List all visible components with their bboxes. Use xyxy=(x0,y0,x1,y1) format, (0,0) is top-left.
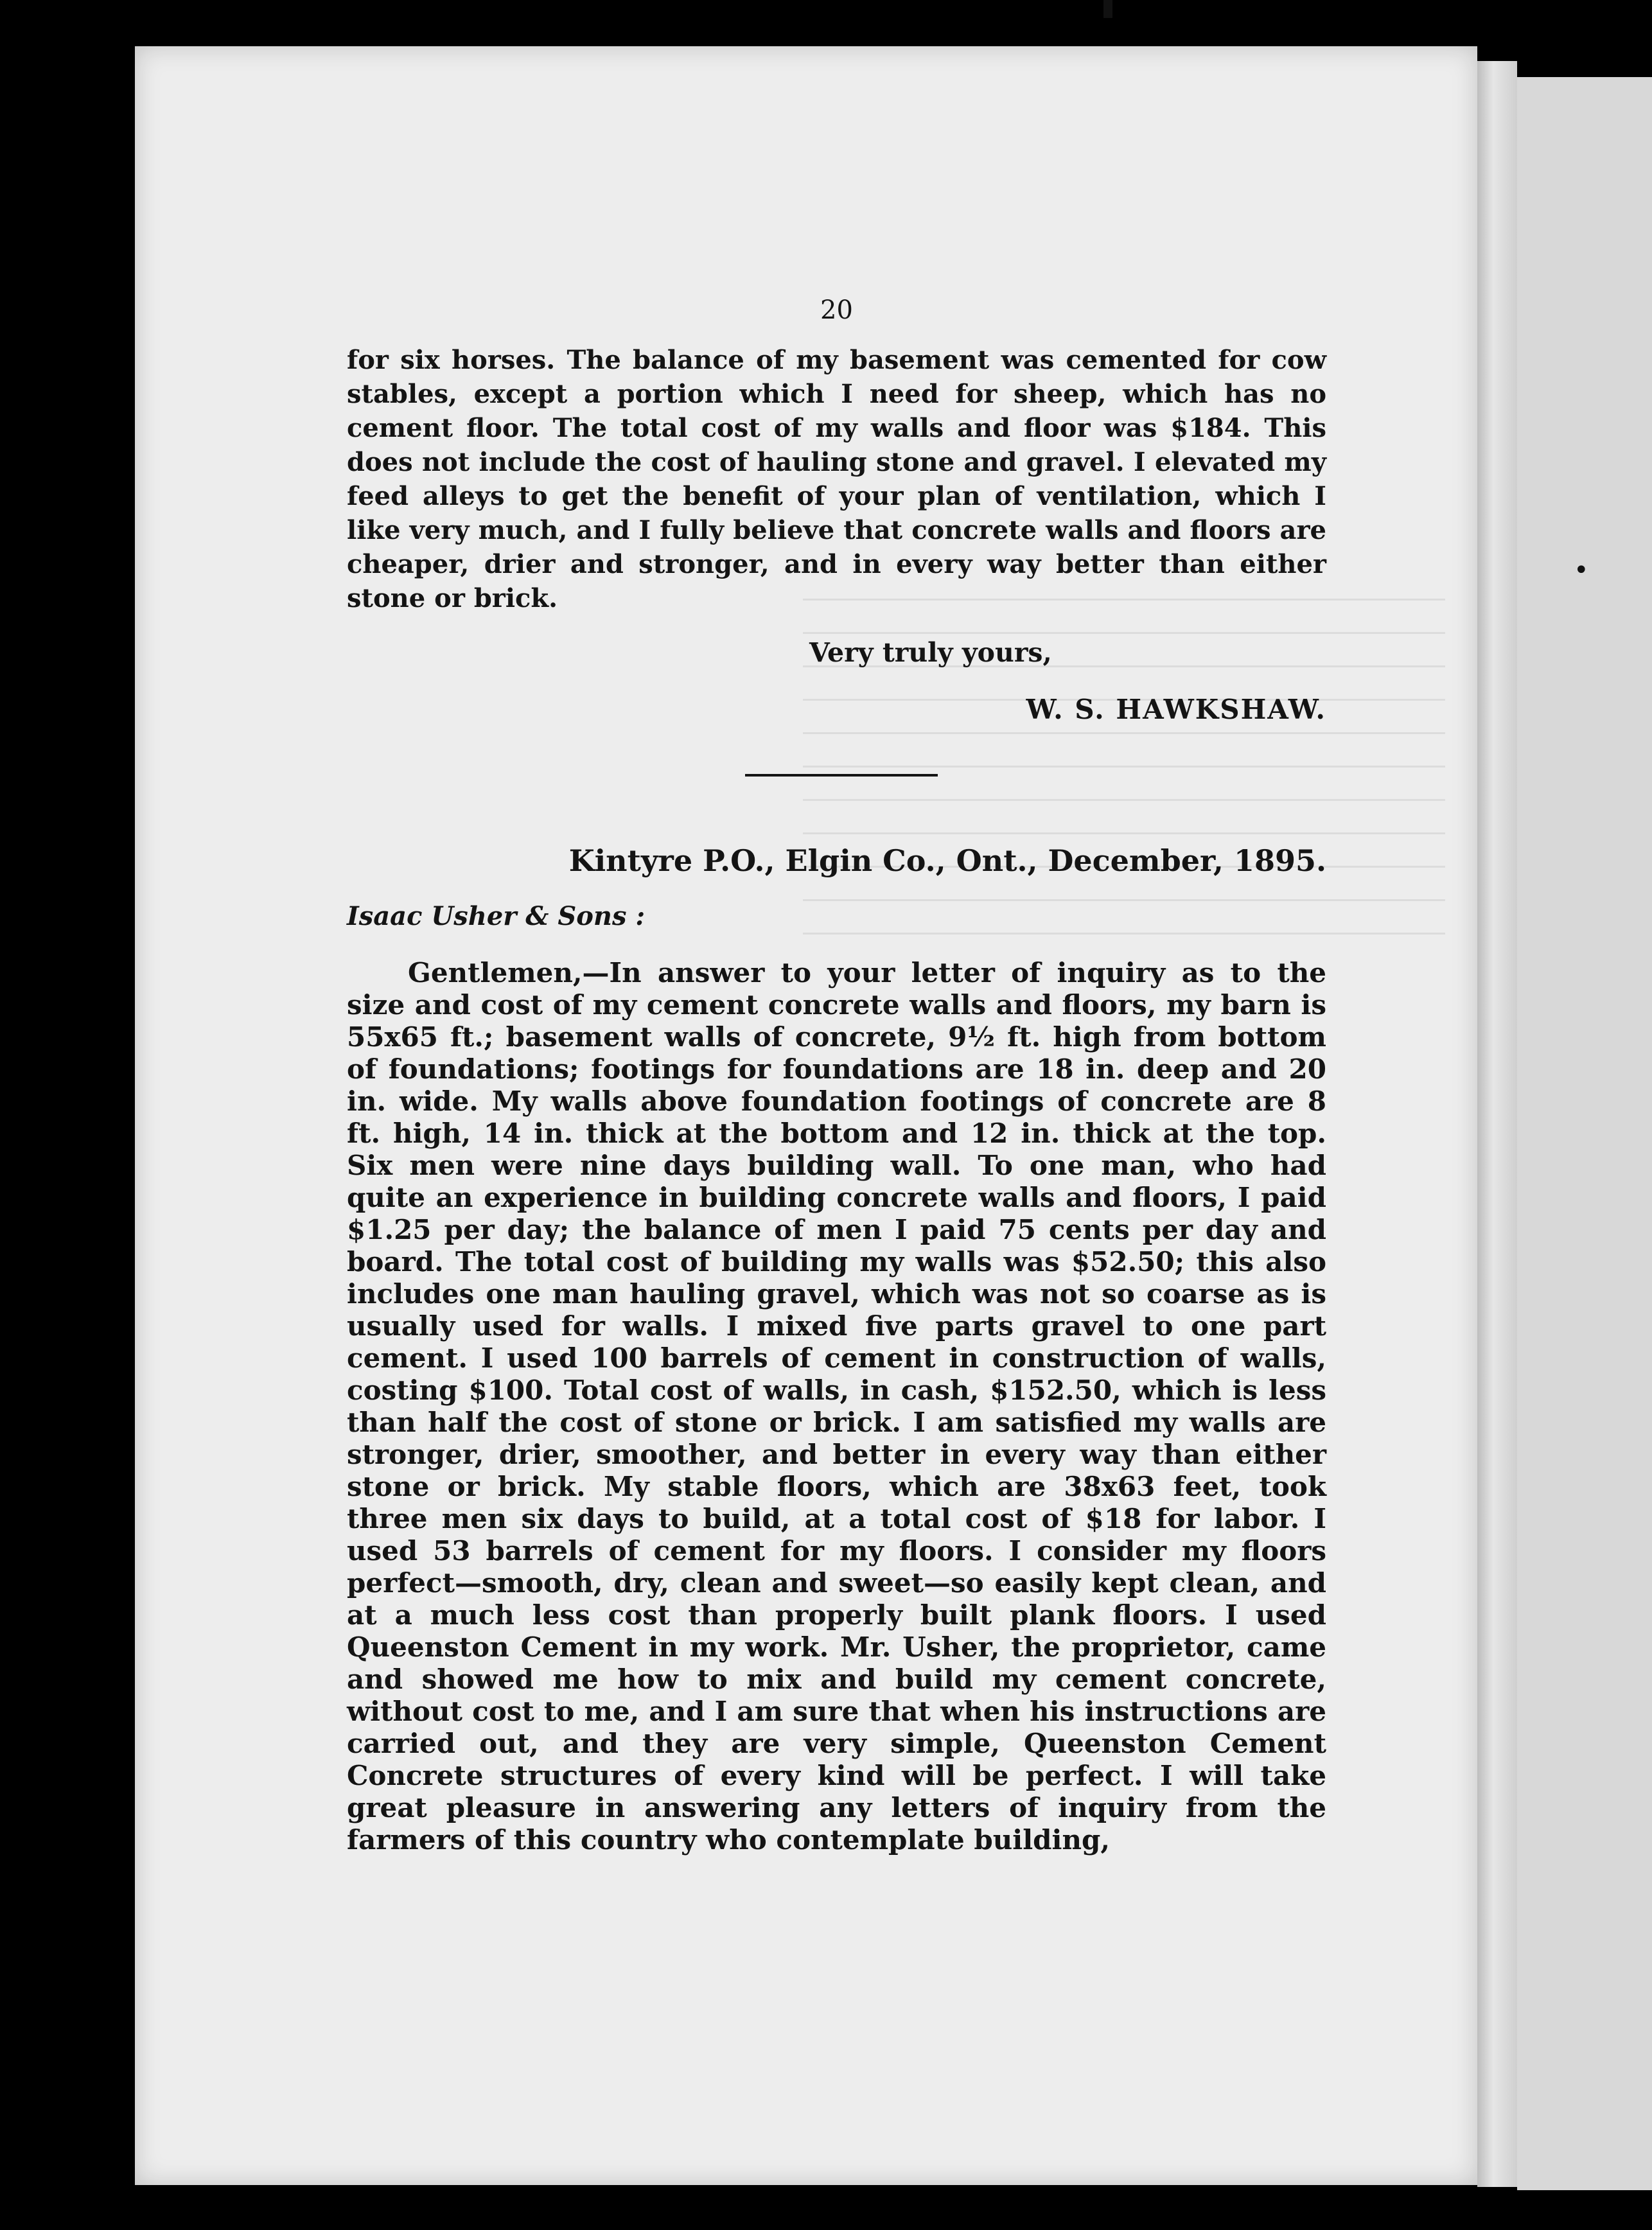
page-edge xyxy=(1477,61,1517,2187)
page-text xyxy=(347,295,1326,1856)
facing-page xyxy=(1517,77,1652,2190)
letter-two-body: Gentlemen,—In answer to your letter of inquiry as to the size and cost of my cement concrete walls and floors, my barn is 55x65 ft.; basement walls of concrete, 9½ ft. high from bottom of foundations; footings for foundations are 18 in. deep and 20 in. wide. My walls above foundation footings of concrete are 8 ft. high, 14 in. thick at the bottom and 12 in. thick at the top. Six men were nine days building wall. To one man, who had quite an experience in building concrete walls and floors, I paid $1.25 per day; the balance of men I paid 75 cents per day and board. The total cost of building my walls was $52.50; this also includes one man hauling gravel, which was not so coarse as is usually used for walls. I mixed five parts gravel to one part cement. I used 100 barrels of cement in construction of walls, costing $100. Total cost of walls, in cash, $152.50, which is less than half the cost of stone or brick. I am satisfied my walls are stronger, drier, smoother, and better in every way than either stone or brick. My stable floors, which are 38x63 feet, took three men six days to build, at a total cost of $18 for labor. I used 53 barrels of cement for my floors. I consider my floors perfect—smooth, dry, clean and sweet—so easily kept clean, and at a much less cost than properly built plank floors. I used Queenston Cement in my work. Mr. Usher, the proprietor, came and showed me how to mix and build my cement concrete, without cost to me, and I am sure that when his instructions are carried out, and they are very simple, Queenston Cement Concrete structures of every kind will be perfect. I will take great pleasure in answering any letters of inquiry from the farmers of this country who contemplate building, xyxy=(347,957,1326,1856)
binding-mark xyxy=(1103,0,1112,18)
section-divider xyxy=(745,774,938,777)
letter-closing: Very truly yours, xyxy=(809,637,1052,668)
ink-dot: • xyxy=(1574,556,1589,585)
letter-dateline: Kintyre P.O., Elgin Co., Ont., December, 1895. xyxy=(568,843,1326,878)
letter-salutation: Isaac Usher & Sons : xyxy=(347,901,646,931)
page-number: 20 xyxy=(820,295,853,325)
letter-signature: W. S. HAWKSHAW. xyxy=(1026,694,1326,725)
letter-one-body: for six horses. The balance of my basement was cemented for cow stables, except a portion which I need for sheep, which has no cement floor. The total cost of my walls and floor was $184. This does not include the cost of hauling stone and gravel. I elevated my feed alleys to get the benefit of your plan of ventilation, which I like very much, and I fully believe that concrete walls and floors are cheaper, drier and stronger, and in every way better than either stone or brick. xyxy=(347,345,1326,613)
